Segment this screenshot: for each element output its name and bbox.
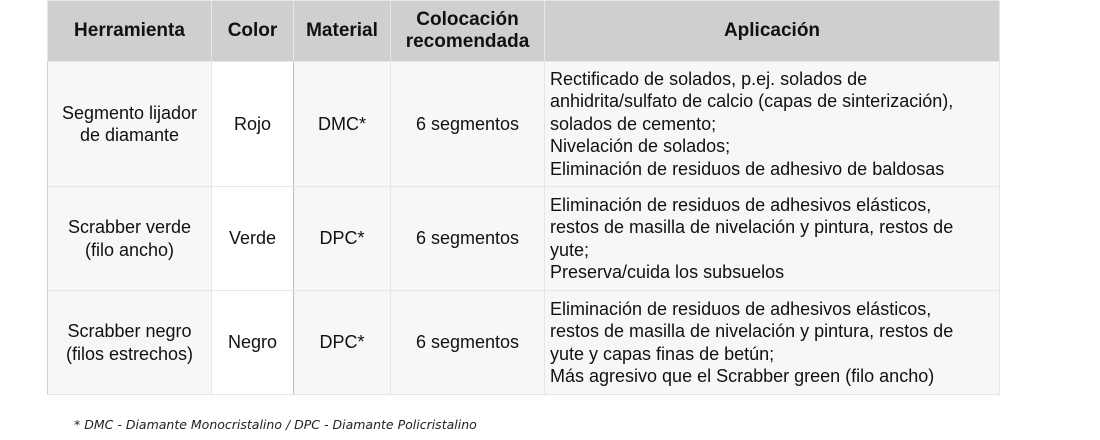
tools-table (47, 0, 1000, 395)
cell-application (545, 62, 1000, 187)
cell-tool (48, 187, 212, 291)
tool-line: Scrabber negro (67, 321, 192, 341)
cell-application (545, 187, 1000, 291)
application-line: restos de masilla de nivelación y pintura, restos de (550, 321, 954, 341)
header-material: Material (294, 1, 391, 62)
cell-material: DMC* (294, 62, 391, 187)
header-placement (391, 1, 545, 62)
cell-placement: 6 segmentos (391, 291, 545, 395)
table-row (48, 291, 1000, 395)
application-line: yute y capas finas de betún; (550, 343, 775, 364)
application-line: Preserva/cuida los subsuelos (550, 262, 785, 282)
application-line: Eliminación de residuos de adhesivos elásticos, (550, 298, 932, 319)
footnote: * DMC - Diamante Monocristalino / DPC - Diamante Policristalino (74, 417, 477, 432)
header-color: Color (212, 1, 294, 62)
cell-tool (48, 62, 212, 187)
application-line: Más agresivo que el Scrabber green (filo ancho) (550, 366, 935, 386)
application-line: Eliminación de residuos de adhesivo de baldosas (550, 158, 945, 179)
cell-material: DPC* (294, 291, 391, 395)
cell-placement: 6 segmentos (391, 62, 545, 187)
application-line: yute; (550, 239, 590, 260)
cell-color: Verde (212, 187, 294, 291)
application-line: solados de cemento; (550, 113, 717, 134)
application-line: restos de masilla de nivelación y pintura, restos de (550, 217, 954, 237)
cell-placement: 6 segmentos (391, 187, 545, 291)
tool-line: Segmento lijador (61, 102, 198, 123)
table-row (48, 62, 1000, 187)
cell-application (545, 291, 1000, 395)
tool-line: de diamante (79, 125, 180, 145)
cell-material: DPC* (294, 187, 391, 291)
header-placement-text: Colocación recomendada (405, 9, 530, 52)
cell-color: Rojo (212, 62, 294, 187)
table-row (48, 187, 1000, 291)
application-line: Eliminación de residuos de adhesivos elásticos, (550, 194, 932, 215)
cell-color: Negro (212, 291, 294, 395)
tool-line: Scrabber verde (67, 217, 192, 237)
tool-line: (filos estrechos) (65, 343, 194, 364)
header-application: Aplicación (545, 1, 1000, 62)
cell-tool (48, 291, 212, 395)
table-header-row (48, 1, 1000, 62)
header-tool: Herramienta (48, 1, 212, 62)
application-line: anhidrita/sulfato de calcio (capas de sinterización), (550, 91, 954, 112)
tool-line: (filo ancho) (84, 239, 175, 260)
application-line: Nivelación de solados; (550, 136, 731, 157)
application-line: Rectificado de solados, p.ej. solados de (550, 68, 868, 89)
